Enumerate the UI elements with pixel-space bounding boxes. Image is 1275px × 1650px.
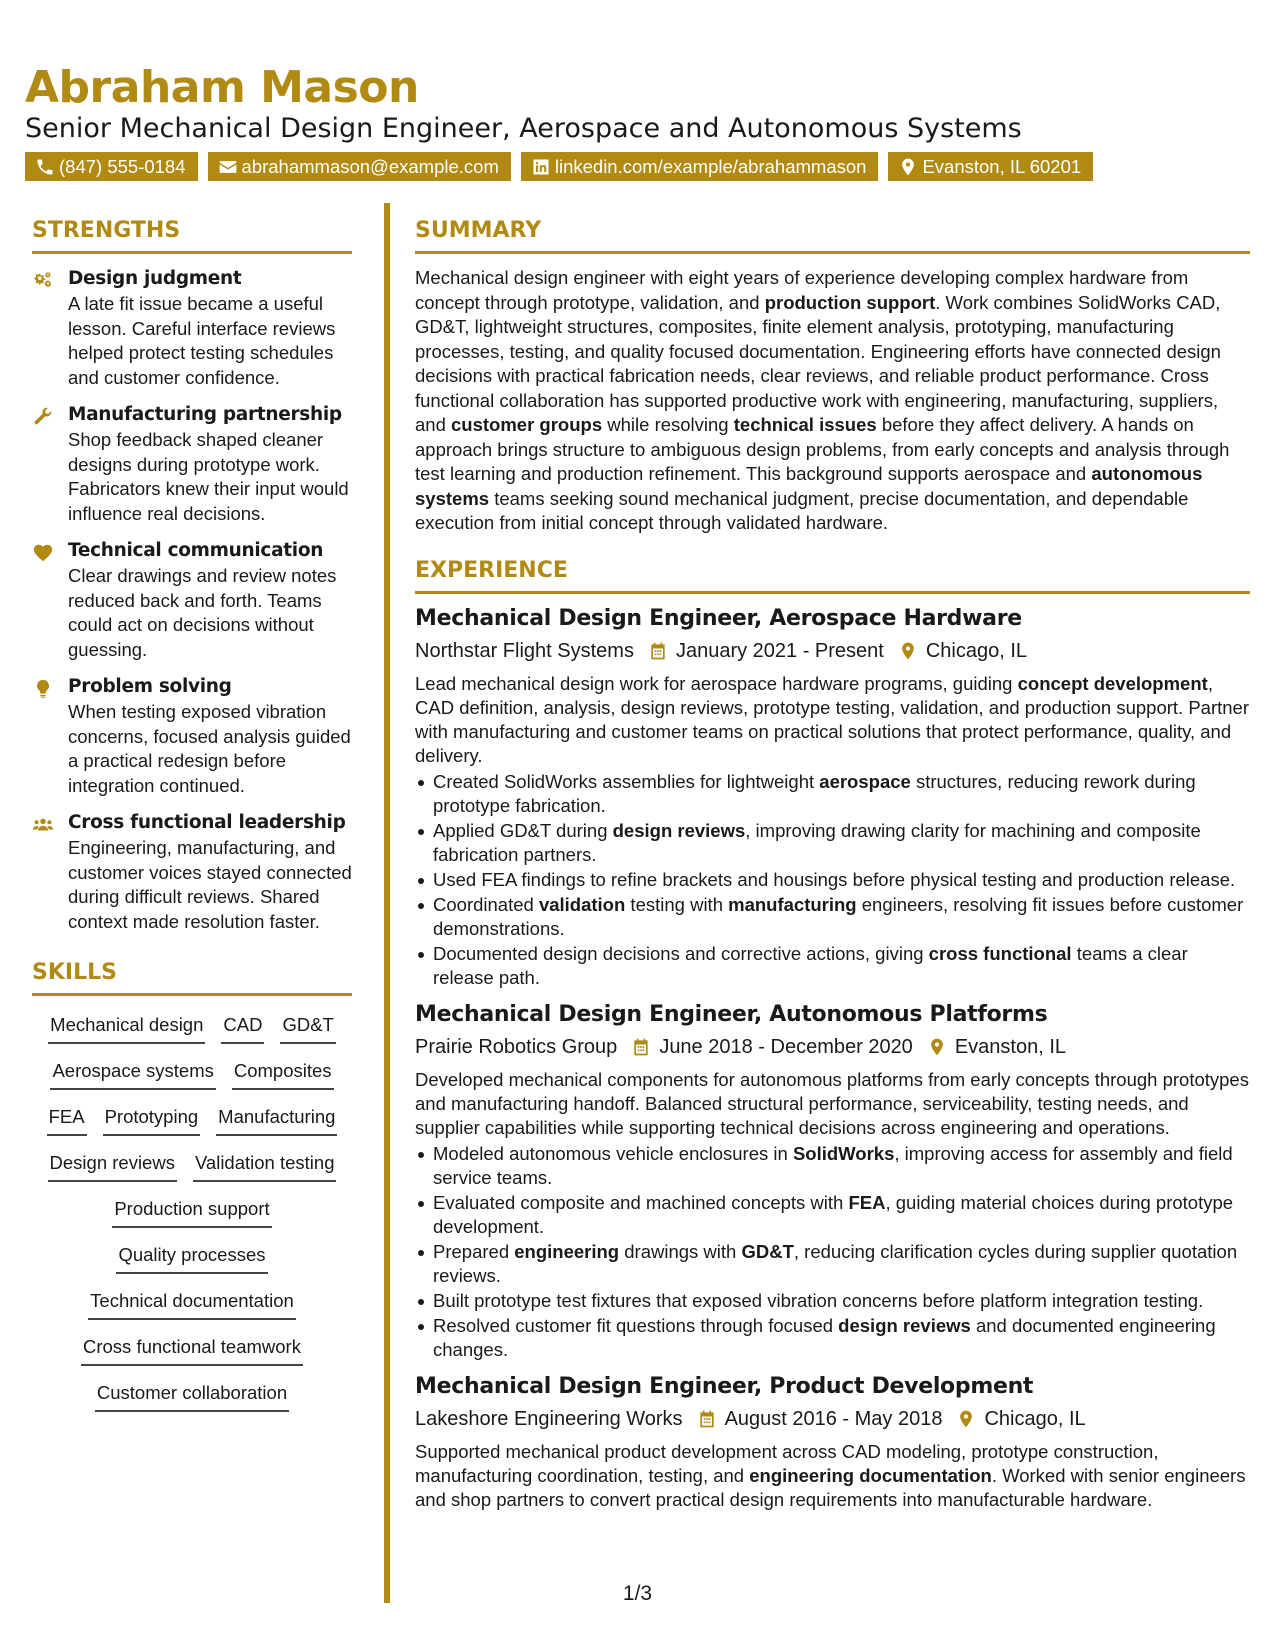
job-location: Evanston, IL <box>954 1035 1066 1058</box>
skill-tag: FEA <box>47 1100 87 1136</box>
location-icon <box>898 157 918 177</box>
skill-tag: GD&T <box>280 1008 335 1044</box>
job-meta <box>415 1408 1250 1431</box>
skills-list <box>32 1008 352 1422</box>
skills-heading: SKILLS <box>32 960 117 985</box>
location-icon <box>898 641 918 661</box>
job-entry <box>415 1374 1250 1512</box>
contact-linkedin[interactable] <box>521 152 879 181</box>
experience-rule <box>415 591 1250 594</box>
strength-item <box>32 268 352 390</box>
right-column <box>415 218 1250 1512</box>
phone-icon <box>35 157 55 177</box>
strength-title: Manufacturing partnership <box>68 404 342 425</box>
left-column <box>32 218 352 1422</box>
linkedin-text: linkedin.com/example/abrahammason <box>554 156 867 177</box>
skill-tag: Production support <box>112 1192 271 1228</box>
strength-title: Cross functional leadership <box>68 812 346 833</box>
email-icon <box>218 157 238 177</box>
job-bullets <box>415 770 1250 990</box>
calendar-icon <box>648 641 668 661</box>
strength-title: Design judgment <box>68 268 242 289</box>
job-meta <box>415 1036 1250 1059</box>
job-location: Chicago, IL <box>984 1407 1086 1430</box>
strengths-rule <box>32 251 352 254</box>
summary-heading: SUMMARY <box>415 218 542 243</box>
strength-item <box>32 676 352 798</box>
strength-text: Engineering, manufacturing, and customer voices stayed connected during difficult reviews. Shared context made resolution faster. <box>68 837 352 932</box>
contact-phone[interactable] <box>25 152 198 181</box>
bullet-item: Built prototype test fixtures that exposed vibration concerns before platform integration testing. <box>415 1289 1250 1313</box>
bullet-item: Resolved customer fit questions through focused design reviews and documented engineering changes. <box>415 1314 1250 1362</box>
job-company: Northstar Flight Systems <box>415 639 634 662</box>
skill-tag: Quality processes <box>116 1238 267 1274</box>
job-meta <box>415 640 1250 663</box>
job-title: Mechanical Design Engineer, Aerospace Hardware <box>415 605 1022 631</box>
bullet-item: Evaluated composite and machined concepts with FEA, guiding material choices during prototype development. <box>415 1191 1250 1239</box>
job-dates: January 2021 - Present <box>675 639 884 662</box>
strength-item <box>32 404 352 526</box>
calendar-icon <box>697 1409 717 1429</box>
job-title: Mechanical Design Engineer, Autonomous Platforms <box>415 1001 1048 1027</box>
job-list <box>415 606 1250 1512</box>
heart-icon <box>32 542 54 564</box>
strength-text: Clear drawings and review notes reduced back and forth. Teams could act on decisions without guessing. <box>68 565 337 660</box>
page-number: 1/3 <box>622 1582 653 1605</box>
job-company: Prairie Robotics Group <box>415 1035 618 1058</box>
contact-bar <box>25 152 1093 181</box>
gears-icon <box>32 270 54 292</box>
location-icon <box>927 1037 947 1057</box>
users-icon <box>32 814 54 836</box>
wrench-icon <box>32 406 54 428</box>
experience-heading: EXPERIENCE <box>415 557 568 583</box>
skill-tag: Design reviews <box>48 1146 177 1182</box>
experience-section <box>415 558 1250 1512</box>
column-divider <box>384 203 390 1603</box>
job-company: Lakeshore Engineering Works <box>415 1407 683 1430</box>
contact-location <box>888 152 1093 181</box>
skill-tag: Validation testing <box>193 1146 337 1182</box>
summary-text: Mechanical design engineer with eight years of experience developing complex hardware from concept through prototype, validation, and production support. Work combines SolidWorks CAD, GD&T, lightweight structures, composites, finite element analysis, prototyping, manufacturing processes, testing, and quality focused documentation. Engineering efforts have connected design decisions with practical fabrication needs, clear reviews, and reliable product performance. Cross functional collaboration has supported productive work with engineering, manufacturing, suppliers, and customer groups while resolving technical issues before they affect delivery. A hands on approach brings structure to ambiguous design problems, from early concepts and analysis through test learning and production refinement. This background supports aerospace and autonomous systems teams seeking sound mechanical judgment, precise documentation, and dependable execution from initial concept through validated hardware. <box>415 267 1230 533</box>
job-description: Developed mechanical components for autonomous platforms from early concepts through prototypes and manufacturing handoff. Balanced structural performance, serviceability, testing needs, and supplier capabilities while supporting technical decisions across engineering and operations. <box>415 1068 1249 1138</box>
strength-title: Technical communication <box>68 540 324 561</box>
skill-tag: Cross functional teamwork <box>81 1330 303 1366</box>
job-entry <box>415 1002 1250 1362</box>
strength-title: Problem solving <box>68 676 232 697</box>
job-bullets <box>415 1142 1250 1362</box>
bullet-item: Modeled autonomous vehicle enclosures in SolidWorks, improving access for assembly and field service teams. <box>415 1142 1250 1190</box>
strength-item <box>32 812 352 934</box>
bullet-item: Documented design decisions and corrective actions, giving cross functional teams a clear release path. <box>415 942 1250 990</box>
candidate-name: Abraham Mason <box>25 62 419 113</box>
skill-tag: Customer collaboration <box>95 1376 289 1412</box>
bullet-item: Created SolidWorks assemblies for lightweight aerospace structures, reducing rework during prototype fabrication. <box>415 770 1250 818</box>
strength-text: When testing exposed vibration concerns, focused analysis guided a practical redesign before integration continued. <box>68 701 351 796</box>
skill-tag: Manufacturing <box>216 1100 337 1136</box>
bullet-item: Used FEA findings to refine brackets and housings before physical testing and production release. <box>415 868 1250 892</box>
summary-rule <box>415 251 1250 254</box>
strength-item <box>32 540 352 662</box>
skills-rule <box>32 993 352 996</box>
job-dates: June 2018 - December 2020 <box>659 1035 913 1058</box>
bullet-item: Coordinated validation testing with manufacturing engineers, resolving fit issues before customer demonstrations. <box>415 893 1250 941</box>
job-description: Lead mechanical design work for aerospace hardware programs, guiding concept development, CAD definition, analysis, design reviews, prototype testing, validation, and production support. Partner with manufacturing and customer teams on practical solutions that protect performance, quality, and delivery. <box>415 672 1249 766</box>
job-dates: August 2016 - May 2018 <box>724 1407 943 1430</box>
location-icon <box>956 1409 976 1429</box>
strength-text: Shop feedback shaped cleaner designs during prototype work. Fabricators knew their input would influence real decisions. <box>68 429 349 524</box>
phone-text: (847) 555-0184 <box>59 156 186 177</box>
job-title: Mechanical Design Engineer, Product Development <box>415 1373 1034 1399</box>
skill-tag: Mechanical design <box>48 1008 205 1044</box>
skill-tag: Prototyping <box>103 1100 201 1136</box>
email-text: abrahammason@example.com <box>241 156 499 177</box>
bullet-item: Applied GD&T during design reviews, improving drawing clarity for machining and composite fabrication partners. <box>415 819 1250 867</box>
calendar-icon <box>631 1037 651 1057</box>
bullet-item: Prepared engineering drawings with GD&T, reducing clarification cycles during supplier quotation reviews. <box>415 1240 1250 1288</box>
skill-tag: Technical documentation <box>88 1284 296 1320</box>
skill-tag: Aerospace systems <box>50 1054 215 1090</box>
location-text: Evanston, IL 60201 <box>922 156 1082 177</box>
linkedin-icon <box>531 157 551 177</box>
contact-email[interactable] <box>208 152 511 181</box>
job-entry <box>415 606 1250 990</box>
job-description: Supported mechanical product development across CAD modeling, prototype construction, manufacturing coordination, testing, and engineering documentation. Worked with senior engineers and shop partners to convert practical design requirements into manufacturable hardware. <box>415 1440 1246 1510</box>
lightbulb-icon <box>32 678 54 700</box>
strengths-heading: STRENGTHS <box>32 218 181 243</box>
skills-section <box>32 960 352 1422</box>
skill-tag: Composites <box>232 1054 334 1090</box>
job-location: Chicago, IL <box>925 639 1028 662</box>
skill-tag: CAD <box>221 1008 264 1044</box>
candidate-title: Senior Mechanical Design Engineer, Aerospace and Autonomous Systems <box>25 113 1022 144</box>
strength-text: A late fit issue became a useful lesson. Careful interface reviews helped protect testing schedules and customer confidence. <box>68 293 336 388</box>
